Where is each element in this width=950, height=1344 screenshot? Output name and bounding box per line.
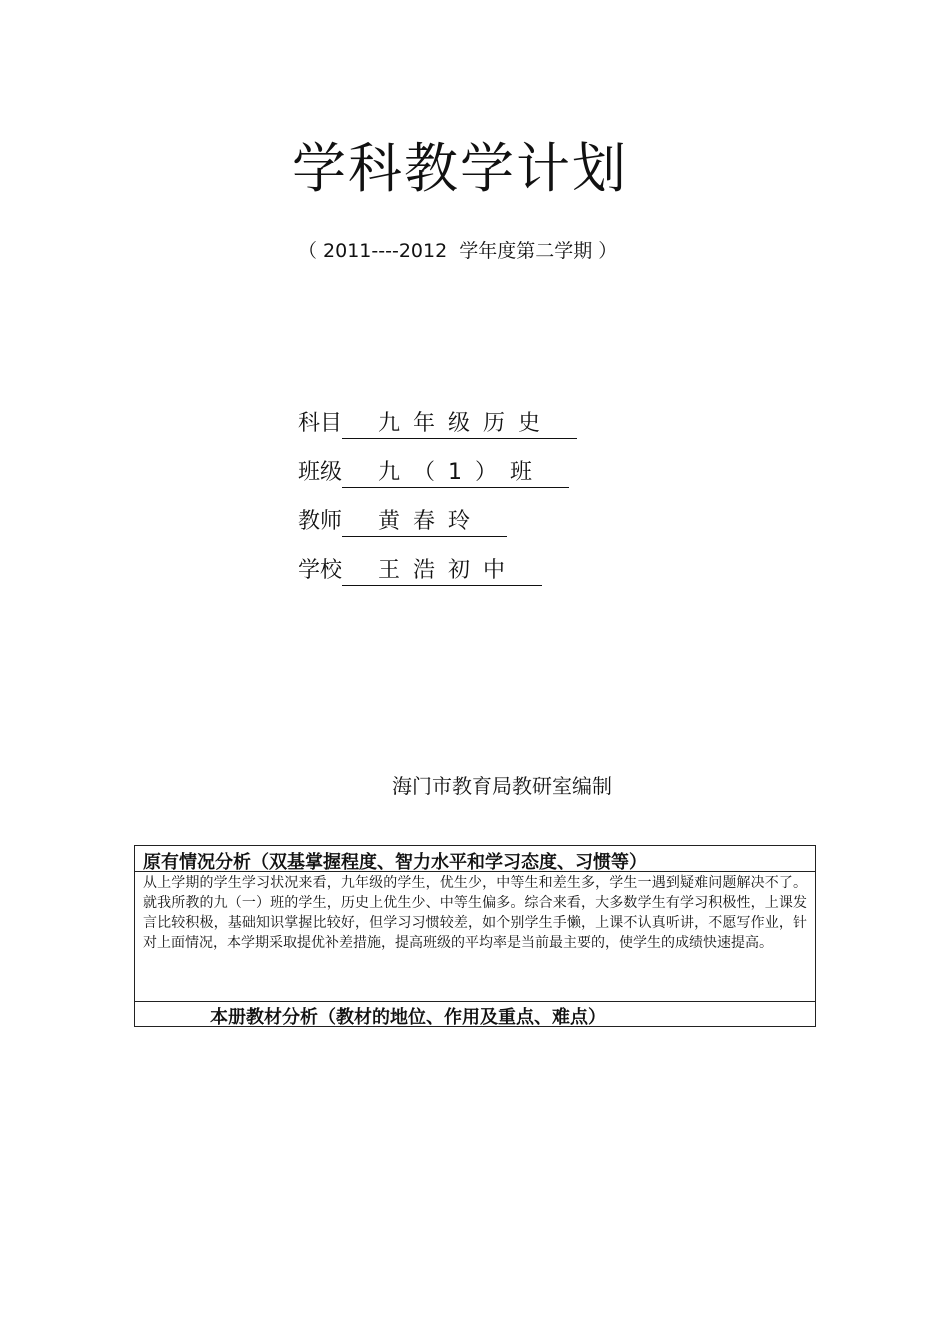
analysis-table [134, 845, 816, 1027]
field-label: 班级 [298, 460, 343, 485]
field-label: 学校 [298, 558, 343, 583]
field-value: 九 （ 1 ） 班 [342, 459, 569, 488]
editor-credit: 海门市教育局教研室编制 [392, 774, 612, 798]
situation-analysis-heading: 原有情况分析（双基掌握程度、智力水平和学习态度、习惯等） [135, 846, 815, 872]
field-label: 教师 [298, 509, 343, 534]
field-class [298, 455, 577, 504]
field-value: 王 浩 初 中 [342, 557, 542, 586]
field-value: 九 年 级 历 史 [342, 410, 577, 439]
field-label: 科目 [298, 411, 343, 436]
document-title: 学科教学计划 [292, 137, 628, 200]
textbook-analysis-heading: 本册教材分析（教材的地位、作用及重点、难点） [210, 1007, 606, 1028]
situation-analysis-text: 从上学期的学生学习状况来看，九年级的学生，优生少，中等生和差生多，学生一遇到疑难问题解决不了。就我所教的九（一）班的学生，历史上优生少、中等生偏多。综合来看，大多数学生有学习积极性，上课发言比较积极，基础知识掌握比较好，但学习习惯较差，如个别学生手懒，上课不认真听讲，不愿写作业，针对上面情况，本学期采取提优补差措施，提高班级的平均率是当前最主要的，使学生的成绩快速提高。 [135, 872, 815, 1002]
field-teacher [298, 504, 577, 553]
field-school [298, 553, 577, 602]
cover-fields [298, 406, 577, 602]
field-value: 黄 春 玲 [342, 508, 507, 537]
school-year-line: （ 2011----2012 学年度第二学期 ） [298, 240, 618, 262]
field-subject [298, 406, 577, 455]
